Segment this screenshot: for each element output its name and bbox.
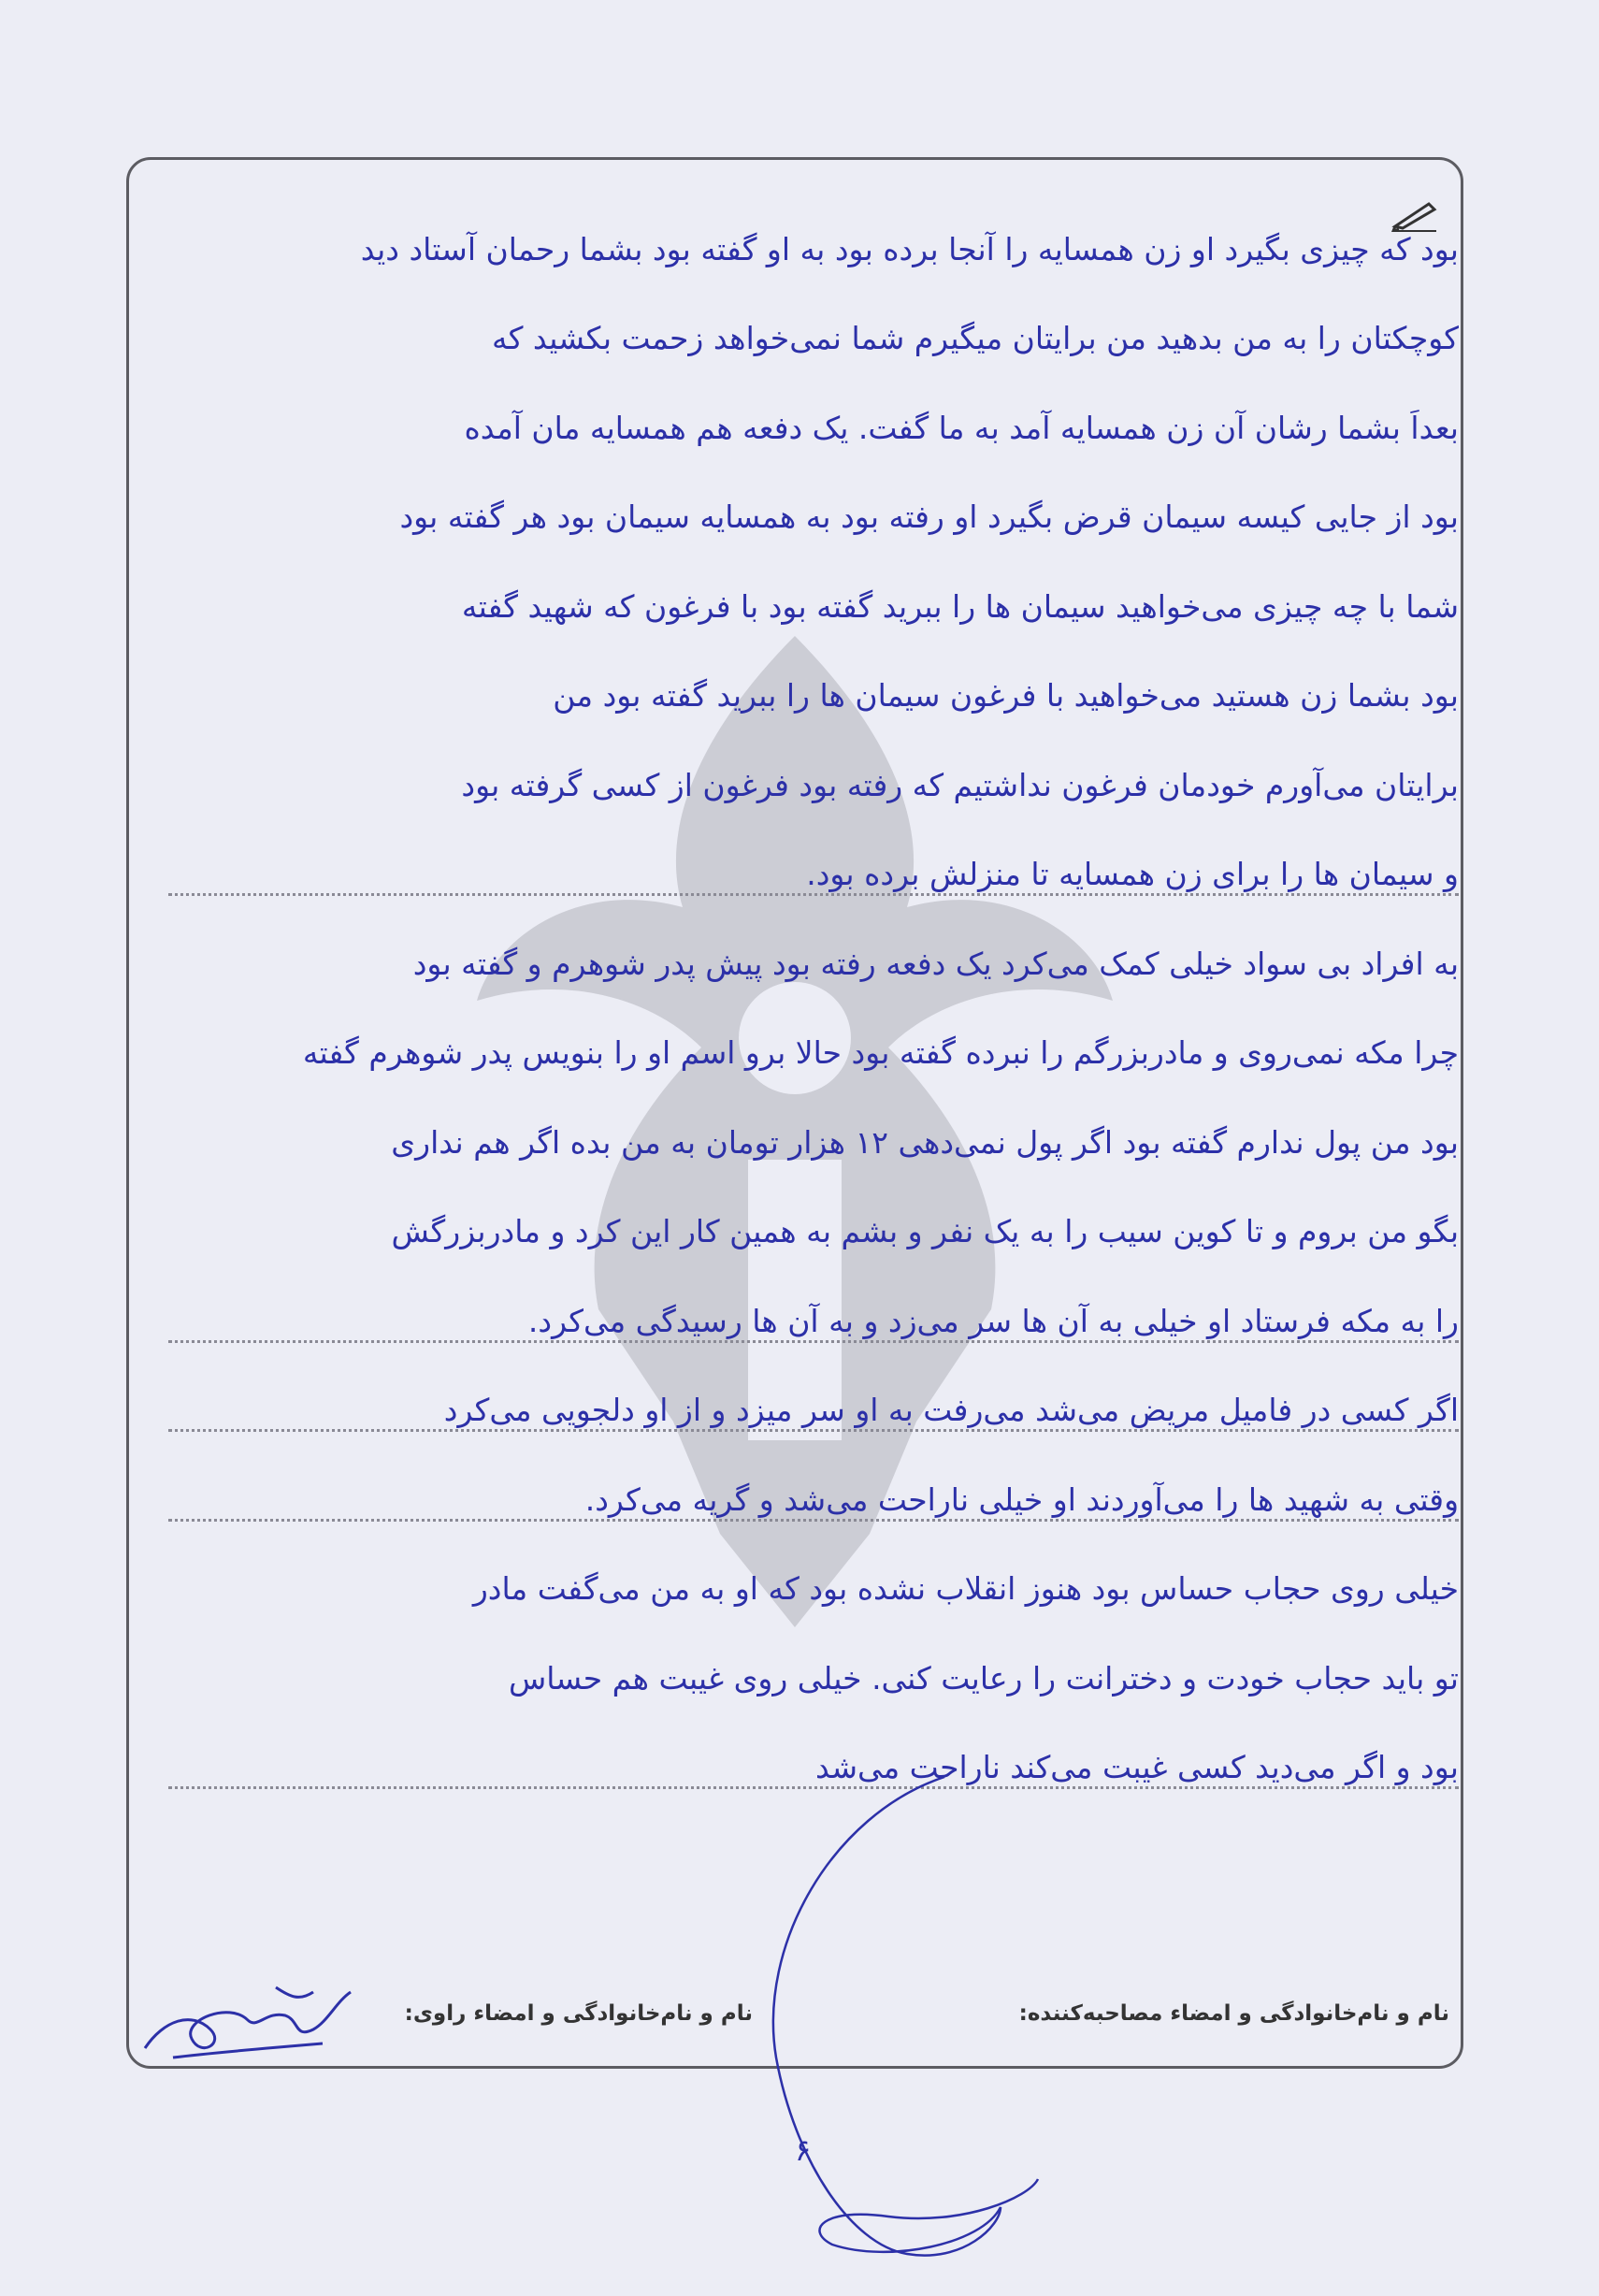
text-line-content: کوچکتان را به من بدهید من برایتان میگیرم شما نمی‌خواهد زحمت بکشید که xyxy=(492,320,1459,356)
text-line-content: بگو من بروم و تا کوین سیب را به یک نفر و بشم به همین کار این کرد و مادربزرگش xyxy=(391,1213,1459,1249)
text-line xyxy=(168,455,1459,545)
interviewer-signature-label: نام و نام‌خانوادگی و امضاء مصاحبه‌کننده: xyxy=(1018,2001,1449,2026)
text-line-content: بود و اگر می‌دید کسی غیبت می‌کند ناراحت می‌شد xyxy=(815,1749,1459,1785)
text-line xyxy=(168,1259,1459,1349)
text-line-content: بود از جایی کیسه سیمان قرض بگیرد او رفته بود به همسایه سیمان بود هر گفته بود xyxy=(399,498,1459,535)
text-line-content: بود که چیزی بگیرد او زن همسایه را آنجا برده بود به او گفته بود بشما رحمان آستاد دید xyxy=(360,230,1459,267)
text-line-content: تو باید حجاب خودت و دخترانت را رعایت کنی. خیلی روی غیبت هم حساس xyxy=(509,1659,1459,1697)
text-line xyxy=(168,991,1459,1081)
text-line-content: را به مکه فرستاد او خیلی به آن ها سر می‌زد و به آن ها رسیدگی می‌کرد. xyxy=(527,1302,1459,1339)
text-line xyxy=(168,366,1459,455)
text-line xyxy=(168,544,1459,634)
text-line-content: بود بشما زن هستید می‌خواهید با فرغون سیمان ها را ببرید گفته بود من xyxy=(553,677,1459,714)
text-line xyxy=(168,723,1459,813)
handwritten-signature xyxy=(136,1973,360,2067)
text-line-content: و سیمان ها را برای زن همسایه تا منزلش برده بود. xyxy=(806,856,1459,892)
narrator-signature-label: نام و نام‌خانوادگی و امضاء راوی: xyxy=(404,2001,753,2026)
text-line-content: بعداً بشما رشان آن زن همسایه آمد به ما گفت. یک دفعه هم همسایه مان آمده xyxy=(464,409,1459,446)
text-line xyxy=(168,187,1459,277)
text-line-content: چرا مکه نمی‌روی و مادربزرگم را نبرده گفته بود حالا برو اسم او را بنویس پدر شوهرم گفته xyxy=(302,1034,1459,1071)
text-line-content: خیلی روی حجاب حساس بود هنوز انقلاب نشده بود که او به من می‌گفت مادر xyxy=(472,1570,1459,1607)
text-line xyxy=(168,1527,1459,1617)
page-number: ۶ xyxy=(795,2132,812,2168)
text-line xyxy=(168,813,1459,903)
text-line xyxy=(168,1080,1459,1170)
text-line-content: بود من پول ندارم گفته بود اگر پول نمی‌دهی ۱۲ هزار تومان به من بده اگر هم نداری xyxy=(391,1123,1459,1161)
handwritten-text-block xyxy=(168,187,1459,1795)
text-line-content: وقتی به شهید ها را می‌آوردند او خیلی ناراحت می‌شد و گریه می‌کرد. xyxy=(584,1480,1459,1518)
text-line xyxy=(168,277,1459,367)
text-line-content: به افراد بی سواد خیلی کمک می‌کرد یک دفعه رفته بود پیش پدر شوهرم و گفته بود xyxy=(412,945,1459,982)
text-line xyxy=(168,1616,1459,1706)
text-line xyxy=(168,634,1459,724)
text-line-content: اگر کسی در فامیل مریض می‌شد می‌رفت به او سر میزد و از او دلجویی می‌کرد xyxy=(443,1392,1459,1428)
text-line xyxy=(168,902,1459,991)
text-line xyxy=(168,1437,1459,1527)
text-line xyxy=(168,1170,1459,1260)
text-line xyxy=(168,1349,1459,1438)
text-line-content: برایتان می‌آورم خودمان فرغون نداشتیم که رفته بود فرغون از کسی گرفته بود xyxy=(461,766,1459,803)
text-line-content: شما با چه چیزی می‌خواهید سیمان ها را ببرید گفته بود با فرغون که شهید گفته xyxy=(461,587,1459,625)
pen-loop-mark xyxy=(720,1758,1057,2282)
